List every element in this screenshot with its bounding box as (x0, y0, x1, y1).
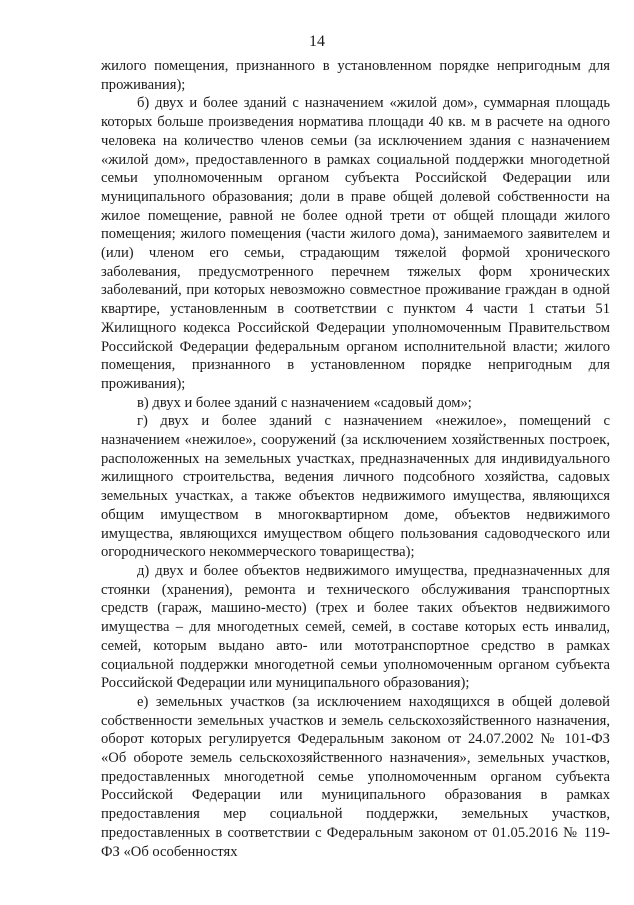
paragraph-v: в) двух и более зданий с назначением «садовый дом»; (137, 394, 472, 411)
document-body (101, 57, 610, 861)
page-number: 14 (309, 33, 325, 50)
paragraph-d: д) двух и более объектов недвижимого имущества, предназначенных для стоянки (хранения), ремонта и технического обслуживания транспортных средств (гараж, машино-место) (трех и более таких объектов недвижимого имущества – для многодетных семей, семей, в составе которых есть инвалид, семей, которым выдано авто- или мототранспортное средство в рамках социальной поддержки многодетной семьи уполномоченным органом субъекта Российской Федерации или муниципального образования); (101, 562, 610, 692)
paragraph-continuation: жилого помещения, признанного в установленном порядке непригодным для проживания); (101, 58, 610, 93)
paragraph-b: б) двух и более зданий с назначением «жилой дом», суммарная площадь которых больше произведения норматива площади 40 кв. м в расчете на одного человека на количество членов семьи (за исключением здания с назначением «жилой дом», предоставленного в рамках социальной поддержки многодетной семьи уполномоченным органом субъекта Российской Федерации или муниципального образования; доли в праве общей долевой собственности на жилое помещение, равной не более одной трети от общей площади жилого помещения; жилого помещения (части жилого дома), занимаемого заявителем и (или) членом его семьи, страдающим тяжелой формой хронического заболевания, предусмотренного перечнем тяжелых форм хронических заболеваний, при которых невозможно совместное проживание граждан в одной квартире, установленным в соответствии с пунктом 4 части 1 статьи 51 Жилищного кодекса Российской Федерации уполномоченным Правительством Российской Федерации федеральным органом исполнительной власти; жилого помещения, признанного в установленном порядке непригодным для проживания); (101, 95, 610, 392)
paragraph-g: г) двух и более зданий с назначением «нежилое», помещений с назначением «нежилое», сооружений (за исключением хозяйственных построек, расположенных на земельных участках, предназначенных для индивидуального жилищного строительства, ведения личного подсобного хозяйства, садовых земельных участках, а также объектов недвижимого имущества, являющихся общим имуществом в многоквартирном доме, объектов недвижимого имущества, являющихся имуществом общего пользования садоводческого или огороднического некоммерческого товарищества); (101, 413, 610, 561)
paragraph-e: е) земельных участков (за исключением находящихся в общей долевой собственности земельных участков и земель сельскохозяйственного назначения, оборот которых регулируется Федеральным законом от 24.07.2002 № 101-ФЗ «Об обороте земель сельскохозяйственного назначения», земельных участков, предоставленных многодетной семье уполномоченным органом субъекта Российской Федерации или муниципального образования в рамках предоставления мер социальной поддержки, земельных участков, предоставленных в соответствии с Федеральным законом от 01.05.2016 № 119-ФЗ «Об особенностях (101, 693, 610, 860)
